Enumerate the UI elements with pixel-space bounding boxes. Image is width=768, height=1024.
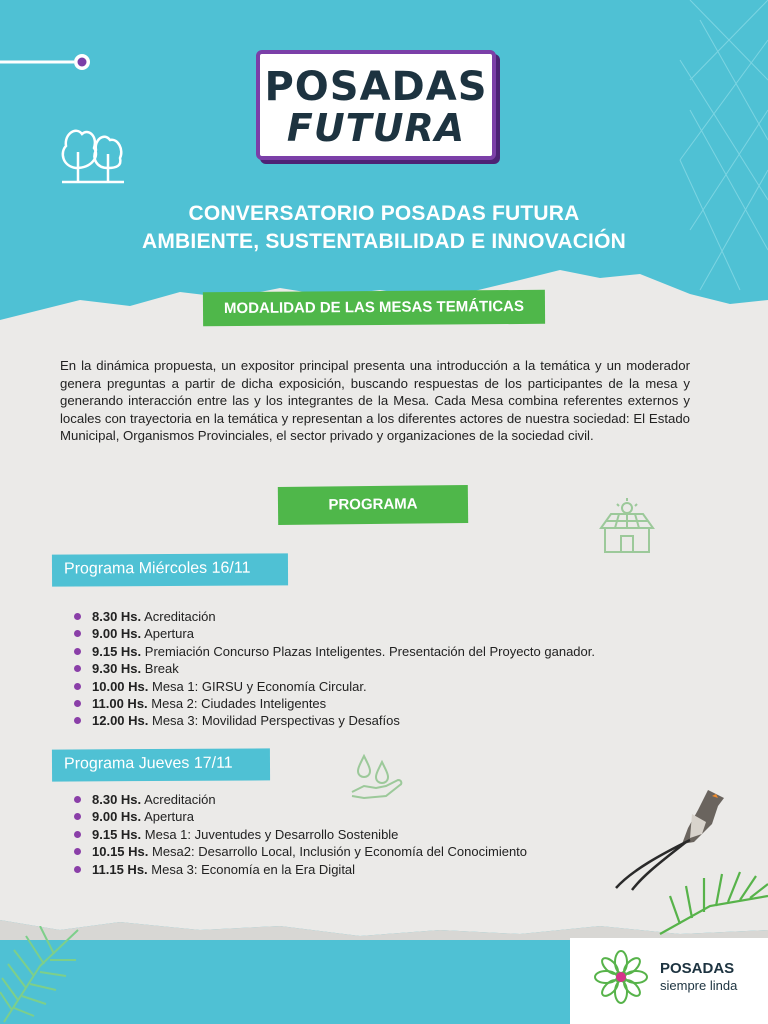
day1-banner: Programa Miércoles 16/11 xyxy=(52,553,288,586)
modalidad-heading: MODALIDAD DE LAS MESAS TEMÁTICAS xyxy=(203,290,545,326)
day2-banner: Programa Jueves 17/11 xyxy=(52,748,270,781)
schedule-time: 10.00 Hs. xyxy=(92,678,149,694)
modalidad-description: En la dinámica propuesta, un expositor principal presenta una introducción a la temática y un moderador genera preguntas a partir de dicha exposición, buscando respuestas de los participantes de la mesa y generando interacción entre las y los integrantes de la Mesa. Cada Mesa combina referentes externos y locales con trayectoria en la temática y representan a los diferentes actores de nuestra sociedad: El Estado Municipal, Organismos Provinciales, el sector privado y organizaciones de la sociedad civil. xyxy=(60,358,690,444)
flower-logo-icon xyxy=(594,950,648,1004)
schedule-item xyxy=(74,695,694,712)
schedule-time: 9.00 Hs. xyxy=(92,809,142,825)
palm-leaf-icon xyxy=(0,926,90,1024)
schedule-item xyxy=(74,608,694,625)
title-line2: AMBIENTE, SUSTENTABILIDAD E INNOVACIÓN xyxy=(142,230,626,253)
footer-logo-line1: POSADAS xyxy=(660,960,735,977)
schedule-item xyxy=(74,861,694,878)
schedule-text: Break xyxy=(144,661,179,677)
schedule-text: Mesa 2: Ciudades Inteligentes xyxy=(151,695,327,711)
footer-logo-line2: siempre linda xyxy=(660,978,738,993)
schedule-text: Mesa 3: Movilidad Perspectivas y Desafíos xyxy=(152,713,400,729)
day1-schedule xyxy=(74,608,694,730)
programa-heading: PROGRAMA xyxy=(278,485,468,525)
schedule-time: 9.15 Hs. xyxy=(92,643,142,659)
schedule-item xyxy=(74,678,694,695)
schedule-time: 11.00 Hs. xyxy=(92,695,148,711)
schedule-text: Premiación Concurso Plazas Inteligentes. Presentación del Proyecto ganador. xyxy=(144,643,595,659)
schedule-text: Mesa 1: Juventudes y Desarrollo Sostenible xyxy=(144,826,399,842)
schedule-item xyxy=(74,712,694,729)
day2-schedule xyxy=(74,791,694,878)
schedule-time: 10.15 Hs. xyxy=(92,844,149,860)
schedule-time: 9.30 Hs. xyxy=(92,661,142,677)
schedule-text: Acreditación xyxy=(144,609,216,624)
schedule-time: 8.30 Hs. xyxy=(92,792,142,807)
schedule-time: 12.00 Hs. xyxy=(92,713,149,729)
schedule-text: Mesa 3: Economía en la Era Digital xyxy=(151,861,356,877)
schedule-text: Apertura xyxy=(144,809,194,825)
logo-line2: FUTURA xyxy=(286,106,466,150)
decor-line xyxy=(0,50,100,74)
schedule-time: 11.15 Hs. xyxy=(92,861,148,877)
palm-leaf-icon xyxy=(650,866,768,936)
schedule-text: Mesa2: Desarrollo Local, Inclusión y Economía del Conocimiento xyxy=(152,844,528,860)
schedule-time: 9.15 Hs. xyxy=(92,826,142,842)
schedule-text: Apertura xyxy=(144,626,194,642)
schedule-item xyxy=(74,843,694,860)
schedule-time: 9.00 Hs. xyxy=(92,626,142,642)
posadas-siempre-linda-logo xyxy=(570,938,768,1024)
schedule-item xyxy=(74,643,694,660)
title-line1: CONVERSATORIO POSADAS FUTURA xyxy=(188,202,580,225)
trees-icon xyxy=(58,122,126,186)
schedule-item xyxy=(74,791,694,808)
schedule-item xyxy=(74,660,694,677)
schedule-text: Acreditación xyxy=(144,792,216,807)
posadas-futura-logo xyxy=(256,50,496,160)
schedule-item xyxy=(74,826,694,843)
logo-line1: POSADAS xyxy=(264,64,488,110)
schedule-item xyxy=(74,808,694,825)
schedule-text: Mesa 1: GIRSU y Economía Circular. xyxy=(152,678,367,694)
solar-house-icon xyxy=(597,498,657,556)
schedule-item xyxy=(74,625,694,642)
schedule-time: 8.30 Hs. xyxy=(92,609,142,624)
